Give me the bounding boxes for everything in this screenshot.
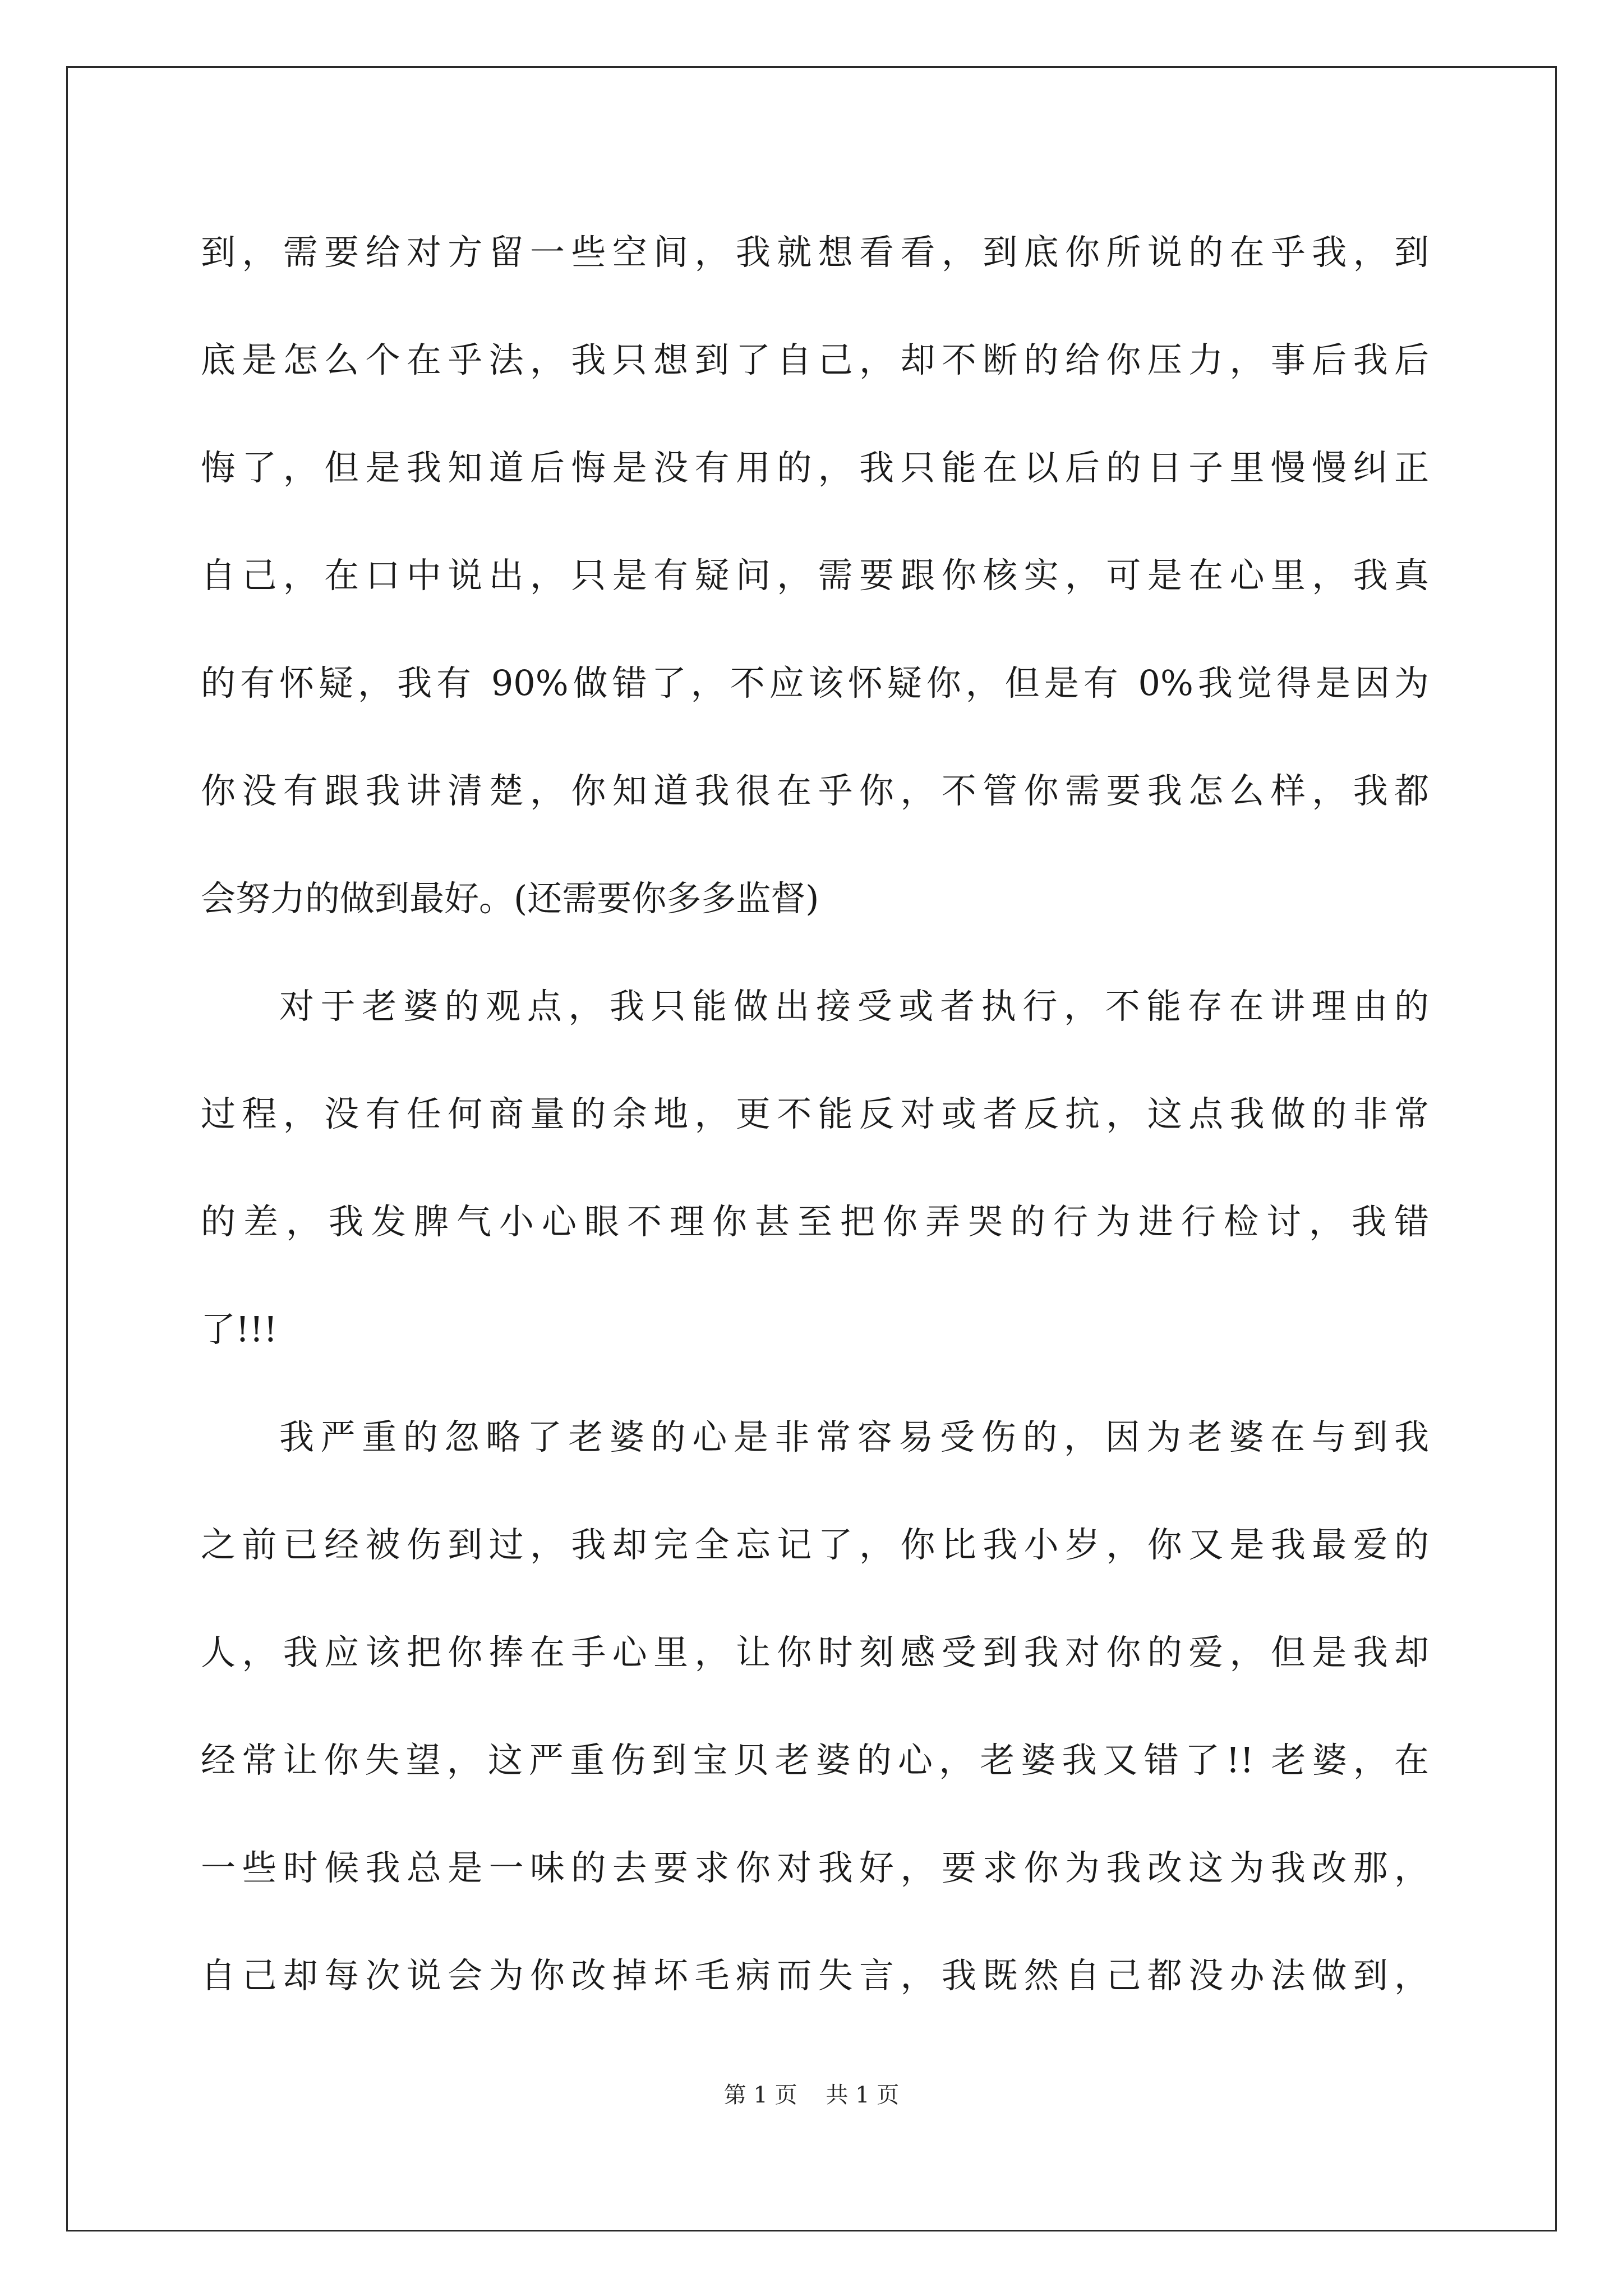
page-border bbox=[66, 66, 1557, 2231]
text-line: 人，我应该把你捧在手心里，让你时刻感受到我对你的爱，但是我却 bbox=[201, 1632, 1429, 1673]
text-line: 之前已经被伤到过，我却完全忘记了，你比我小岁，你又是我最爱的 bbox=[201, 1524, 1429, 1565]
text-line: 的有怀疑，我有 90%做错了，不应该怀疑你，但是有 0%我觉得是因为 bbox=[201, 662, 1429, 703]
text-line: 的差，我发脾气小心眼不理你甚至把你弄哭的行为进行检讨，我错 bbox=[201, 1201, 1429, 1242]
text-line: 自己却每次说会为你改掉坏毛病而失言，我既然自己都没办法做到， bbox=[201, 1955, 1429, 1996]
text-line: 一些时候我总是一味的去要求你对我好，要求你为我改这为我改那， bbox=[201, 1847, 1429, 1888]
paragraph-first-line: 对于老婆的观点，我只能做出接受或者执行，不能存在讲理由的 bbox=[279, 986, 1429, 1027]
text-line: 自己，在口中说出，只是有疑问，需要跟你核实，可是在心里，我真 bbox=[201, 555, 1429, 596]
text-line: 底是怎么个在乎法，我只想到了自己，却不断的给你压力，事后我后 bbox=[201, 339, 1429, 380]
text-line: 你没有跟我讲清楚，你知道我很在乎你，不管你需要我怎么样，我都 bbox=[201, 770, 1429, 811]
text-line: 悔了，但是我知道后悔是没有用的，我只能在以后的日子里慢慢纠正 bbox=[201, 447, 1429, 488]
text-line: 过程，没有任何商量的余地，更不能反对或者反抗，这点我做的非常 bbox=[201, 1093, 1429, 1134]
paragraph-first-line: 我严重的忽略了老婆的心是非常容易受伤的，因为老婆在与到我 bbox=[279, 1416, 1429, 1457]
text-line: 到，需要给对方留一些空间，我就想看看，到底你所说的在乎我，到 bbox=[201, 232, 1429, 273]
text-line: 会努力的做到最好。(还需要你多多监督) bbox=[201, 878, 819, 919]
page-number-footer: 第 1 页 共 1 页 bbox=[723, 2082, 900, 2108]
text-line: 经常让你失望，这严重伤到宝贝老婆的心，老婆我又错了!! 老婆，在 bbox=[201, 1740, 1429, 1780]
text-line: 了!!! bbox=[201, 1309, 278, 1350]
